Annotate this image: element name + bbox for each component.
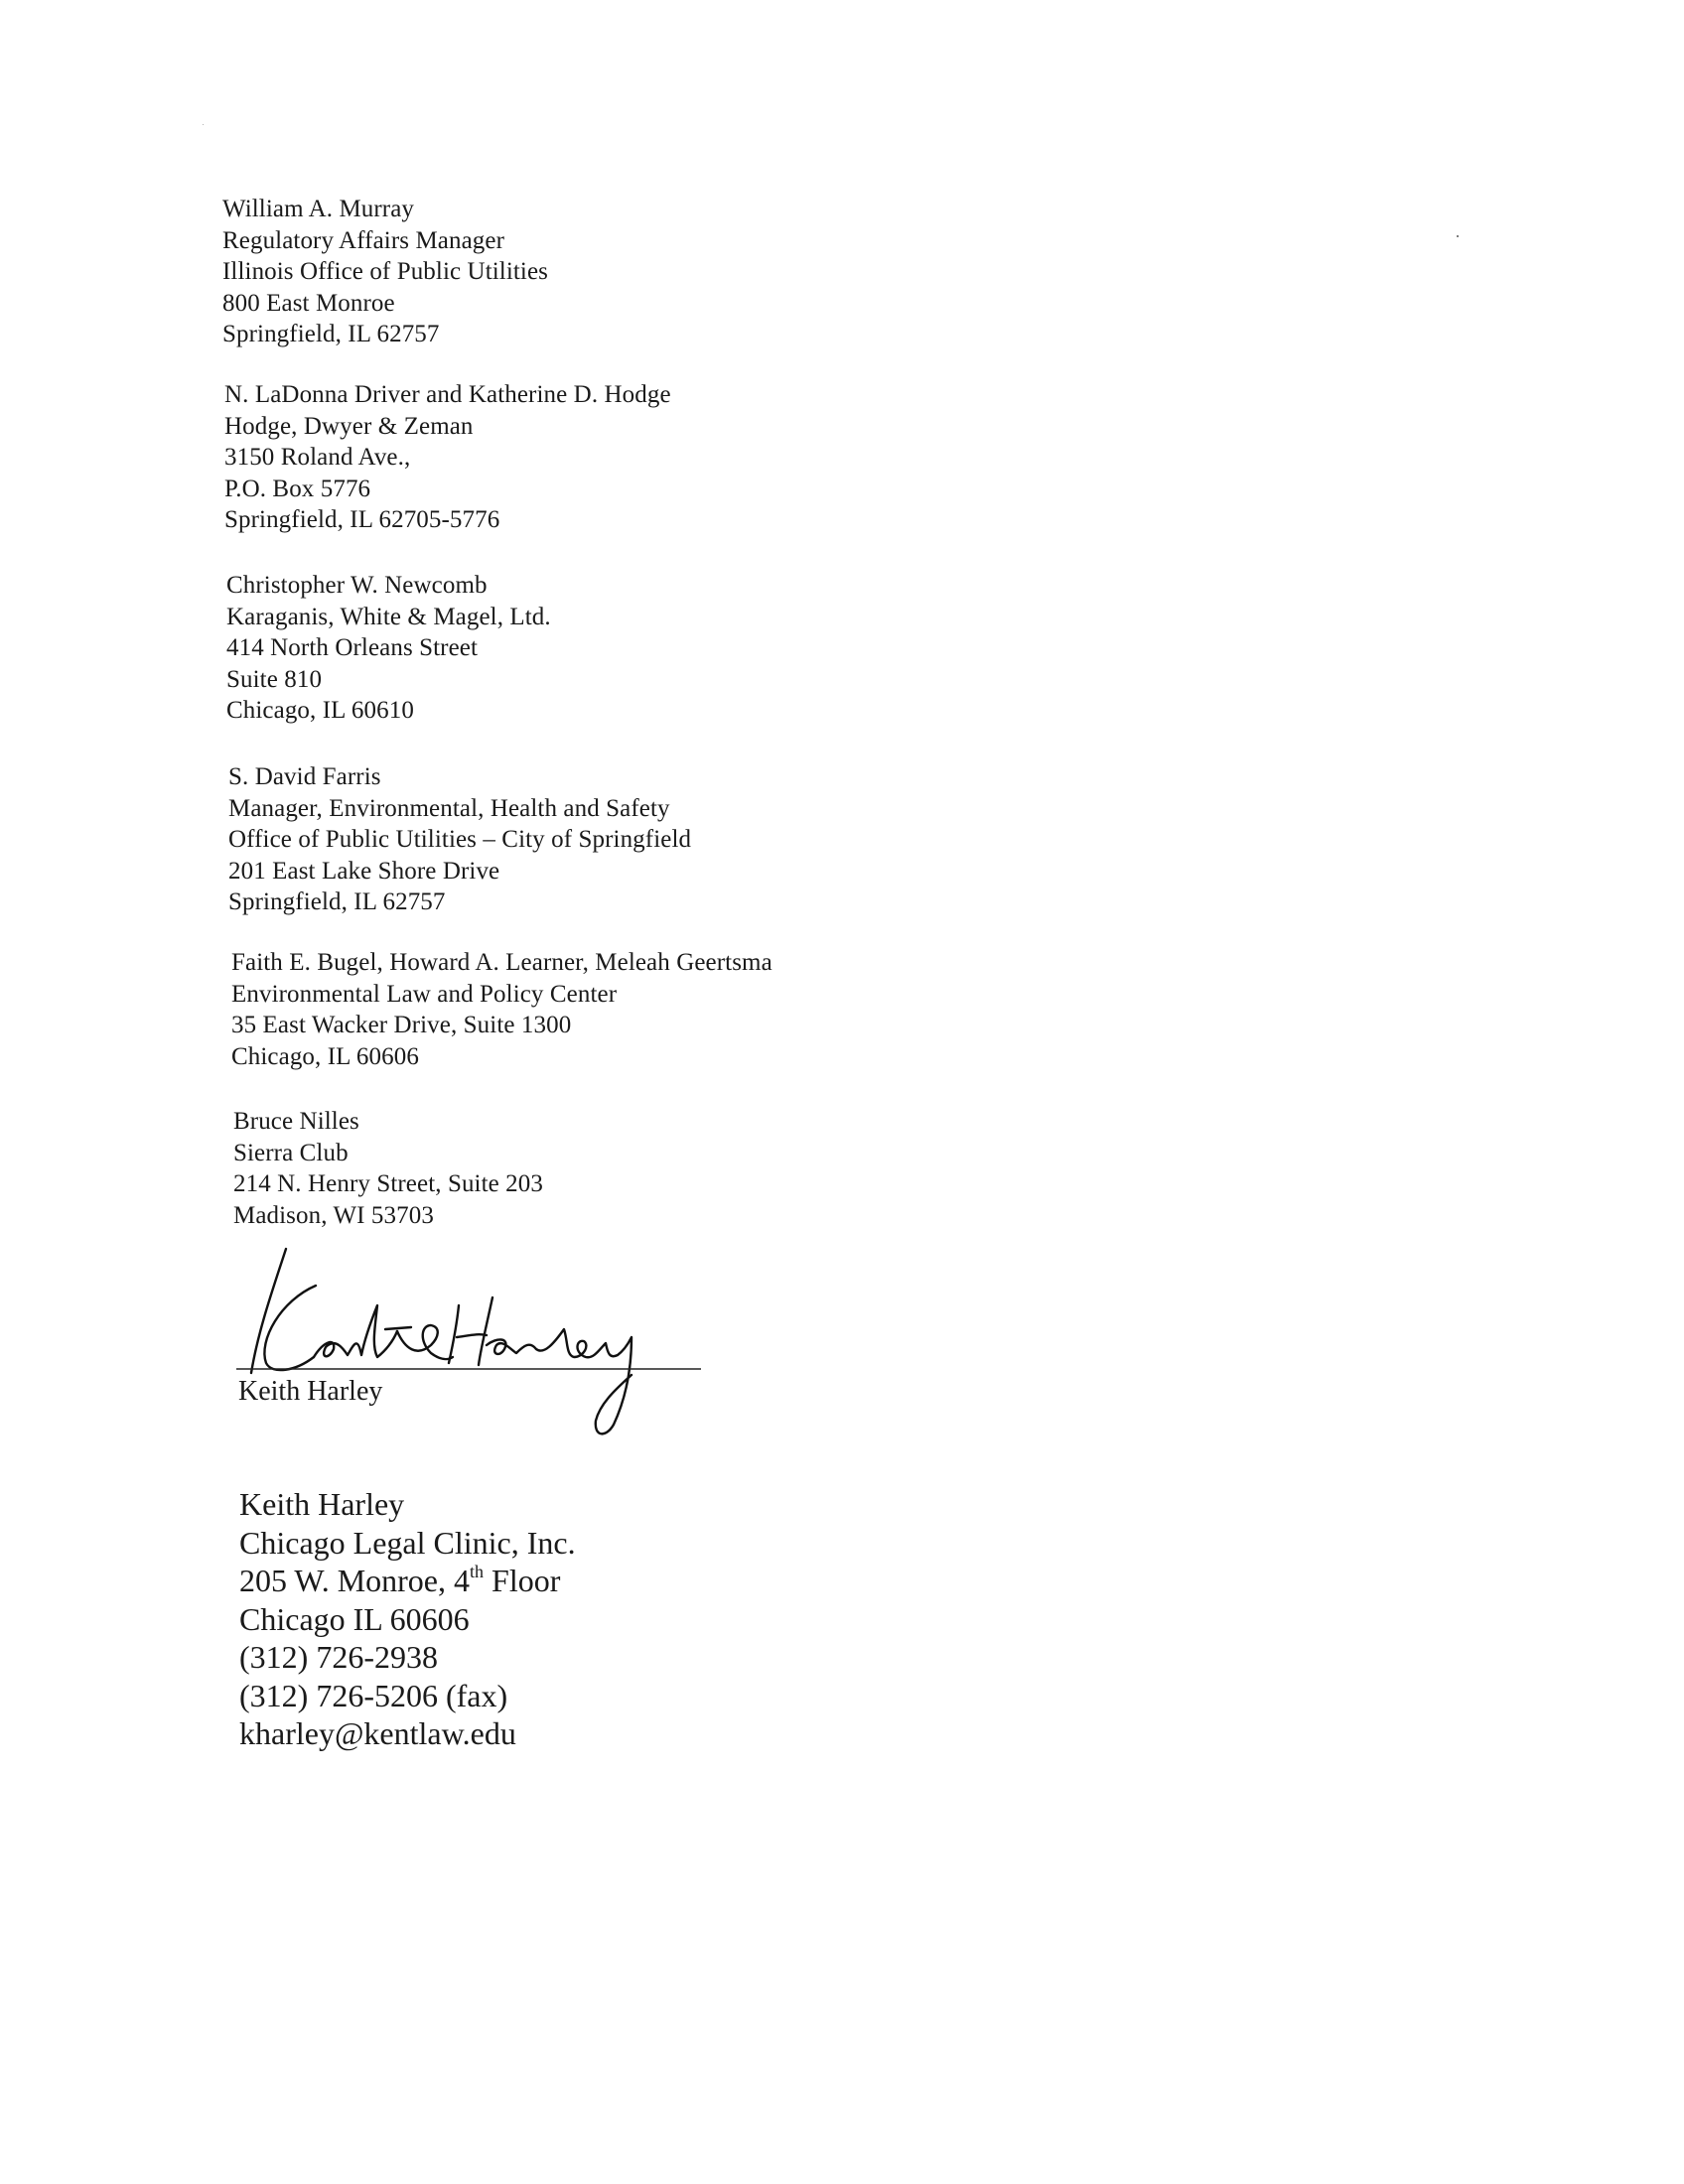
recipient-line: 35 East Wacker Drive, Suite 1300 (231, 1012, 572, 1038)
contact-fax: (312) 726-5206 (fax) (239, 1677, 508, 1713)
recipient-line: Office of Public Utilities – City of Springfield (228, 826, 692, 853)
recipient-block-1 (222, 194, 548, 350)
recipient-line: Karaganis, White & Magel, Ltd. (226, 603, 551, 630)
recipient-line: Sierra Club (233, 1139, 349, 1166)
recipient-line: 414 North Orleans Street (226, 634, 479, 661)
recipient-block-6 (233, 1106, 543, 1231)
recipient-line: Illinois Office of Public Utilities (222, 258, 548, 285)
recipient-name: Faith E. Bugel, Howard A. Learner, Meleah Geertsma (231, 949, 772, 976)
recipient-line: 201 East Lake Shore Drive (228, 857, 500, 885)
recipient-name: William A. Murray (222, 196, 415, 222)
contact-city-state-zip: Chicago IL 60606 (239, 1600, 470, 1637)
signer-contact-block (239, 1485, 576, 1753)
recipient-name: N. LaDonna Driver and Katherine D. Hodge (224, 381, 671, 408)
recipient-line: Environmental Law and Policy Center (231, 980, 618, 1008)
contact-organization: Chicago Legal Clinic, Inc. (239, 1524, 576, 1561)
recipient-line: Madison, WI 53703 (233, 1201, 434, 1229)
contact-address-prefix: 205 W. Monroe, 4 (239, 1563, 470, 1598)
recipient-line: 214 N. Henry Street, Suite 203 (233, 1170, 543, 1197)
recipient-block-4 (228, 761, 691, 918)
recipient-line: Springfield, IL 62757 (222, 321, 440, 347)
recipient-line: Suite 810 (226, 665, 323, 693)
recipient-line: P.O. Box 5776 (224, 475, 371, 502)
contact-address-suffix: Floor (484, 1563, 561, 1598)
recipient-line: Springfield, IL 62757 (228, 888, 446, 915)
recipient-name: Bruce Nilles (233, 1108, 359, 1135)
contact-address (239, 1562, 576, 1600)
recipient-line: Regulatory Affairs Manager (222, 226, 504, 254)
recipient-line: Springfield, IL 62705-5776 (224, 506, 500, 533)
recipient-line: Hodge, Dwyer & Zeman (224, 412, 474, 440)
recipient-line: Chicago, IL 60606 (231, 1042, 419, 1070)
recipient-block-2 (224, 379, 671, 536)
contact-phone: (312) 726-2938 (239, 1639, 438, 1675)
recipient-line: 3150 Roland Ave., (224, 444, 411, 471)
recipient-line: 800 East Monroe (222, 289, 395, 317)
recipient-block-5 (231, 947, 772, 1072)
signature-printed-name: Keith Harley (238, 1376, 383, 1407)
scan-speck (1457, 235, 1459, 237)
contact-email[interactable]: kharley@kentlaw.edu (239, 1715, 516, 1751)
recipient-line: Manager, Environmental, Health and Safety (228, 794, 670, 822)
scan-speck (203, 124, 204, 125)
contact-address-ordinal: th (470, 1562, 485, 1582)
handwritten-signature (236, 1246, 703, 1444)
recipient-name: S. David Farris (228, 763, 381, 790)
contact-name: Keith Harley (239, 1486, 405, 1522)
recipient-line: Chicago, IL 60610 (226, 697, 414, 724)
recipient-block-3 (226, 570, 551, 727)
recipient-name: Christopher W. Newcomb (226, 572, 488, 599)
